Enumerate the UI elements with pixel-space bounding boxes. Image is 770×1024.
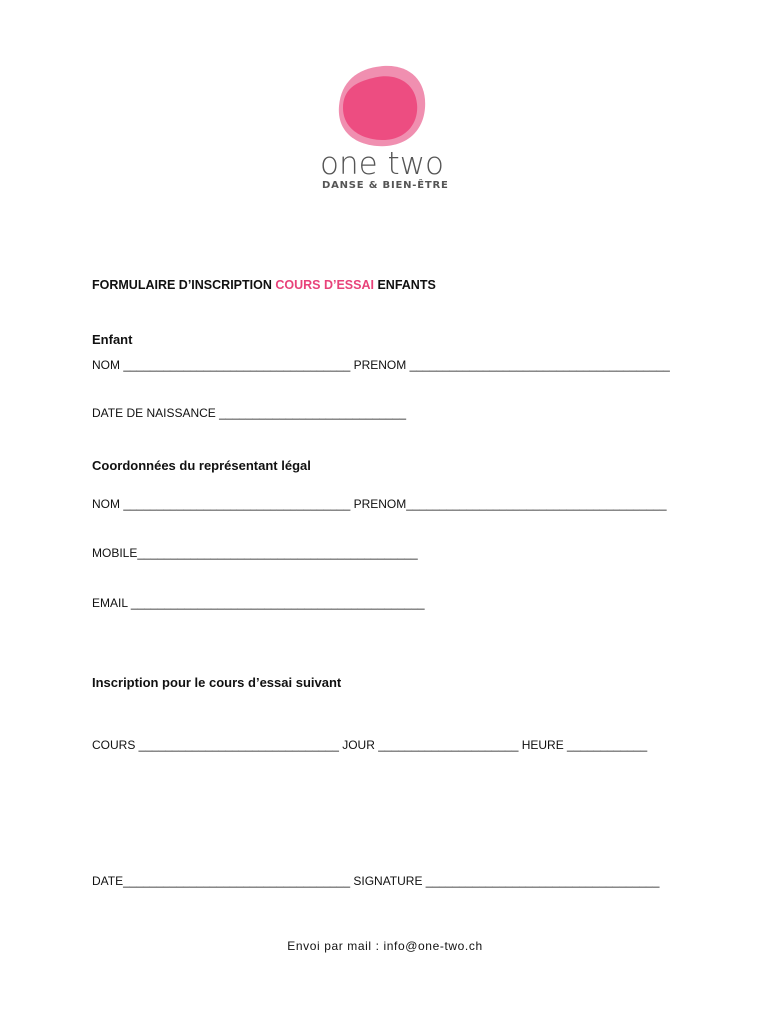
brand-tagline: DANSE & BIEN-ÊTRE: [322, 180, 449, 191]
form-title: [92, 278, 436, 292]
guardian-email-field[interactable]: EMAIL ____________________________________________: [92, 596, 425, 610]
guardian-section-heading: Coordonnées du représentant légal: [92, 458, 311, 473]
child-birthdate-field[interactable]: DATE DE NAISSANCE ____________________________: [92, 406, 407, 420]
title-accent: COURS D’ESSAI: [275, 278, 374, 292]
course-section-heading: Inscription pour le cours d’essai suivant: [92, 675, 342, 690]
footer-contact: Envoi par mail : info@one-two.ch: [287, 939, 483, 953]
course-details-field[interactable]: COURS ______________________________ JOUR _____________________ HEURE ____________: [92, 738, 648, 752]
guardian-mobile-field[interactable]: MOBILE__________________________________________: [92, 546, 418, 560]
logo-front-blob: [343, 76, 417, 140]
title-part2: ENFANTS: [373, 278, 436, 292]
child-section-heading: Enfant: [92, 332, 133, 347]
title-part1: FORMULAIRE D’INSCRIPTION: [92, 278, 276, 292]
child-name-field[interactable]: NOM __________________________________ PRENOM _______________________________________: [92, 358, 670, 372]
one-two-logo-icon: [333, 62, 433, 152]
date-signature-field[interactable]: DATE__________________________________ SIGNATURE ___________________________________: [92, 874, 660, 888]
guardian-name-field[interactable]: NOM __________________________________ PRENOM_______________________________________: [92, 497, 667, 511]
brand-name: one two: [320, 146, 445, 182]
